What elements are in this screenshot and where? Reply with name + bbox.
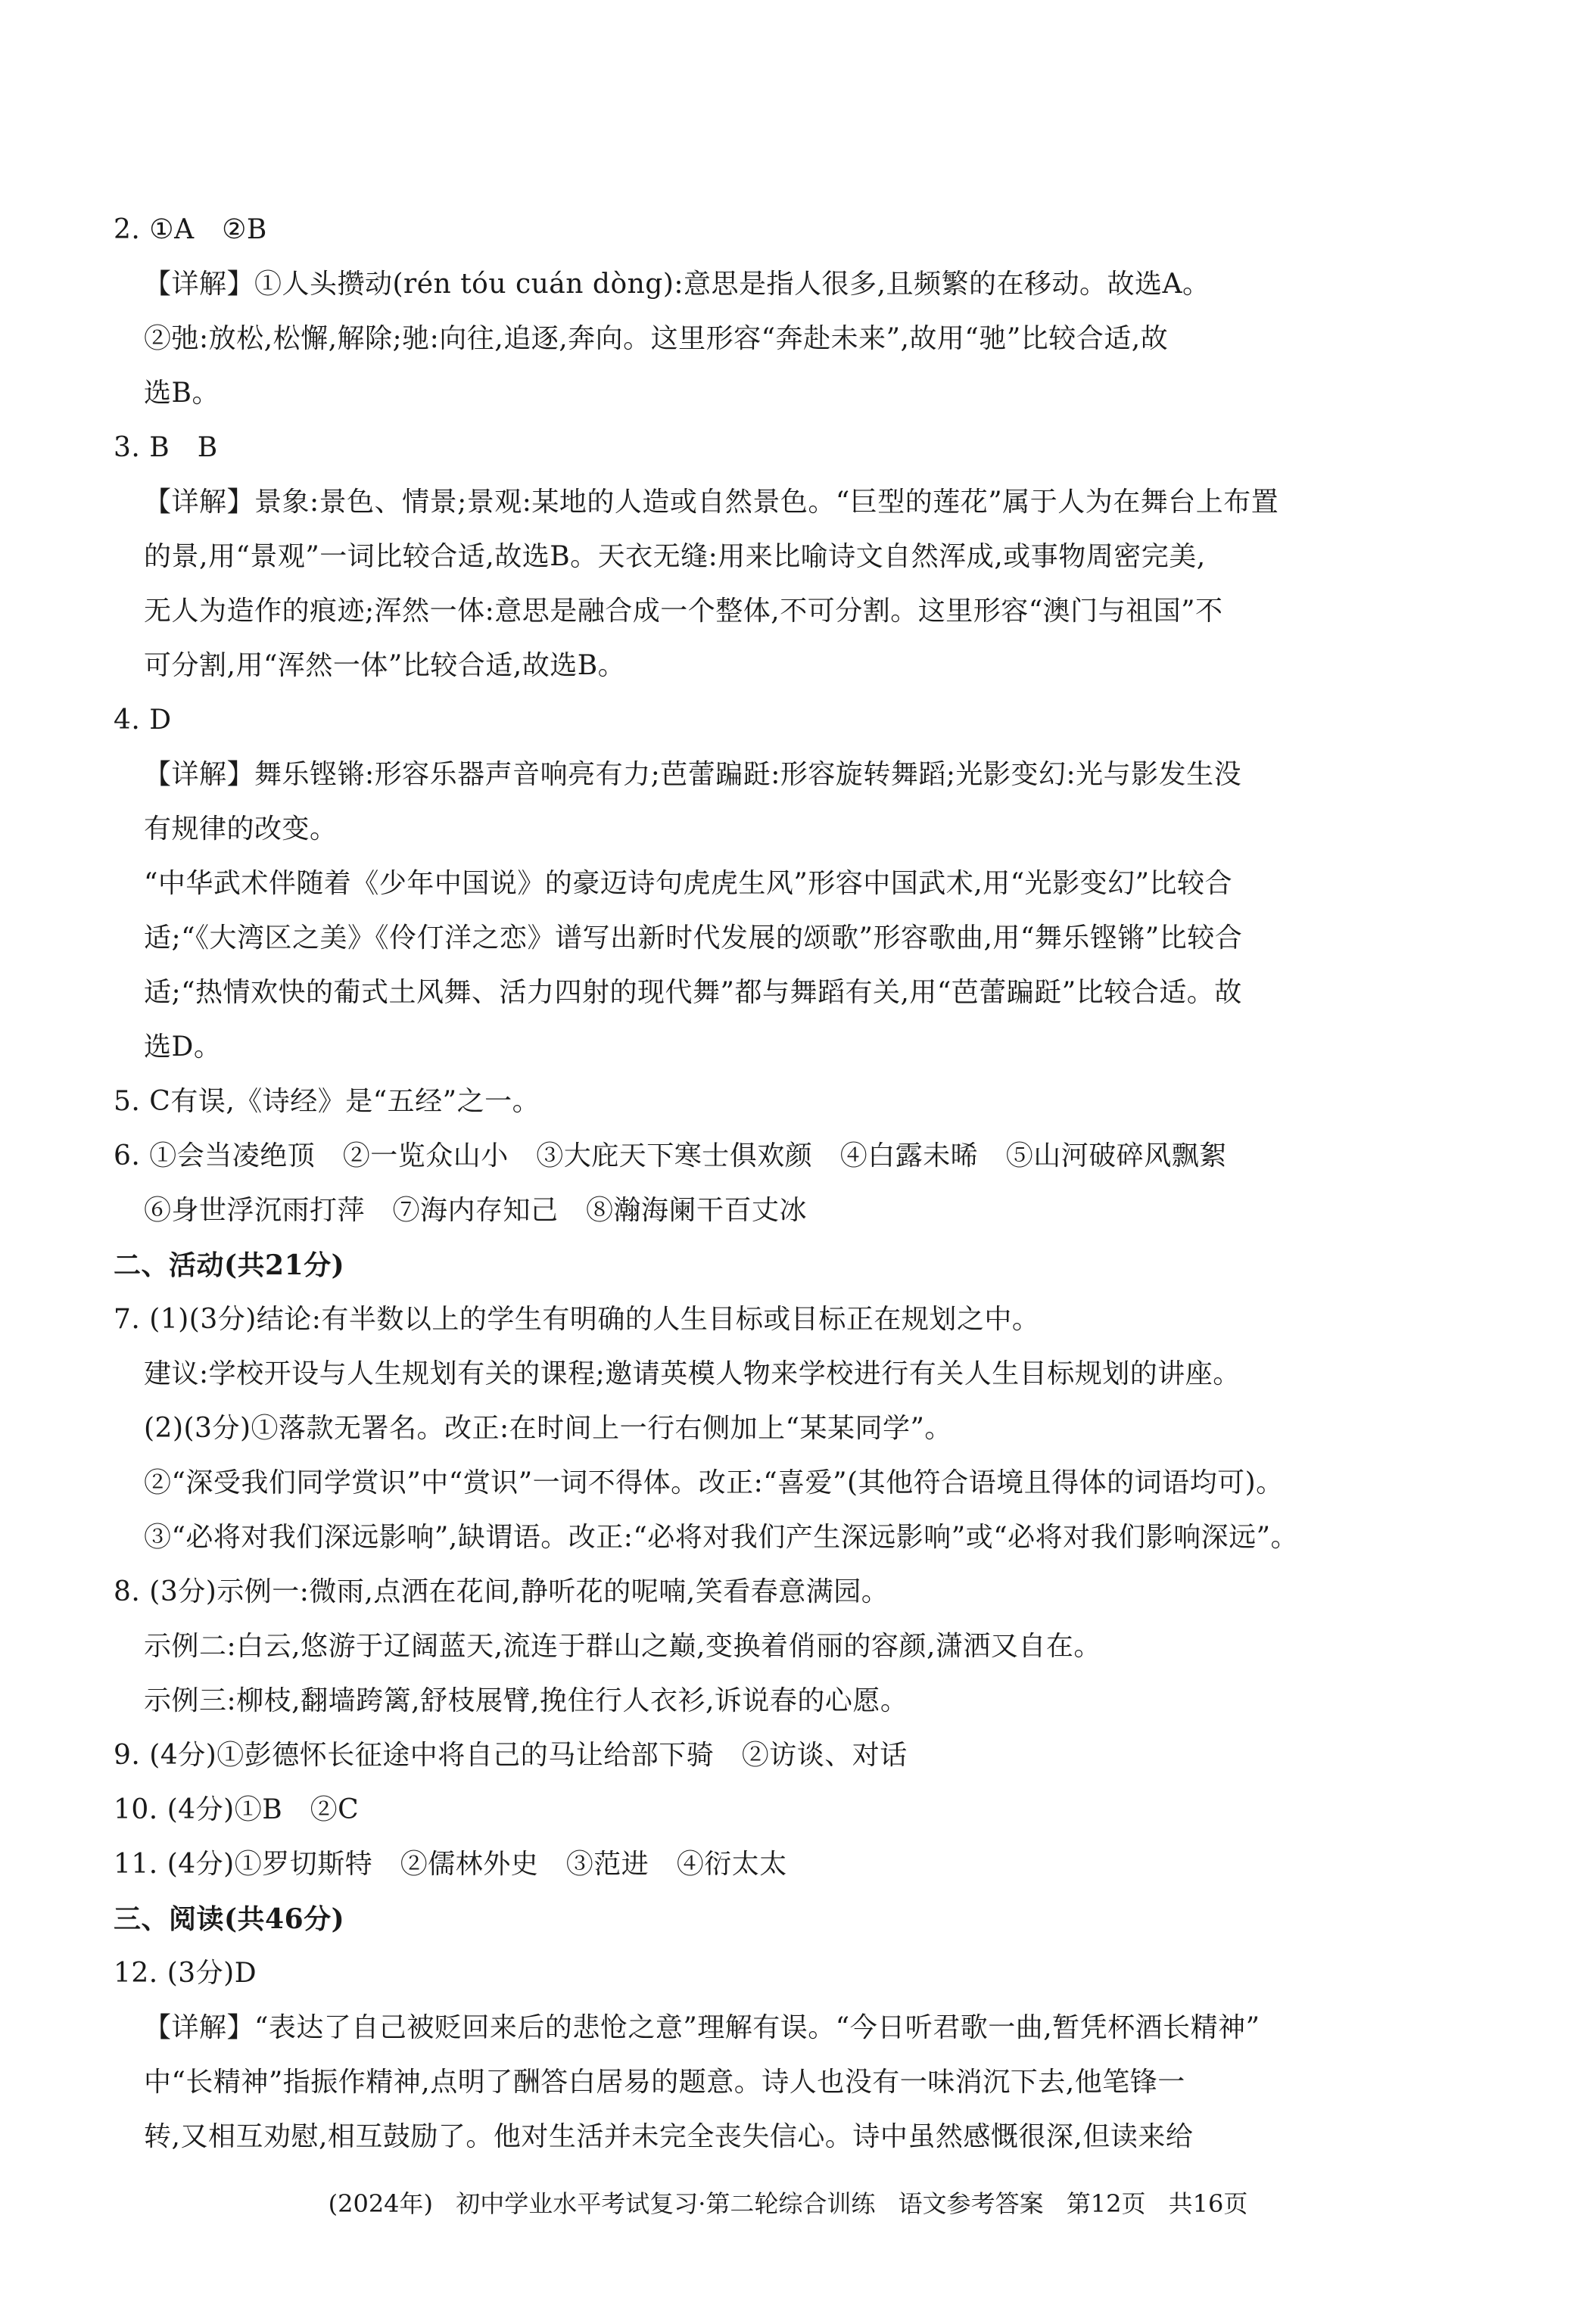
answer-detail-line: 中“长精神”指振作精神,点明了酬答白居易的题意。诗人也没有一味消沉下去,他笔锋一 xyxy=(144,2067,1185,2098)
answer-detail-line: 适;“《大湾区之美》《伶仃洋之恋》谱写出新时代发展的颂歌”形容歌曲,用“舞乐铿锵”比较合 xyxy=(144,922,1243,954)
answer-detail-line: ③“必将对我们深远影响”,缺谓语。改正:“必将对我们产生深远影响”或“必将对我们影响深远”。 xyxy=(144,1522,1298,1553)
answer-detail-line: 转,又相互劝慰,相互鼓励了。他对生活并未完全丧失信心。诗中虽然感慨很深,但读来给 xyxy=(144,2121,1194,2152)
answer-item-line: 7. (1)(3分)结论:有半数以上的学生有明确的人生目标或目标正在规划之中。 xyxy=(114,1304,1040,1335)
answer-detail-line: 【详解】舞乐铿锵:形容乐器声音响亮有力;芭蕾蹁跹:形容旋转舞蹈;光影变幻:光与影发生没 xyxy=(144,759,1242,790)
answer-detail-line: 【详解】①人头攒动(rén tóu cuán dòng):意思是指人很多,且频繁的在移动。故选A。 xyxy=(144,269,1210,300)
answer-detail-line: ②“深受我们同学赏识”中“赏识”一词不得体。改正:“喜爱”(其他符合语境且得体的词语均可)。 xyxy=(144,1467,1284,1498)
footer-total-pages: 共16页 xyxy=(1168,2189,1248,2218)
answer-item-line: 4. D xyxy=(114,705,172,736)
answer-detail-line: 选D。 xyxy=(144,1031,222,1062)
answer-detail-line: 的景,用“景观”一词比较合适,故选B。天衣无缝:用来比喻诗文自然浑成,或事物周密完美, xyxy=(144,541,1206,572)
answer-detail-line: 建议:学校开设与人生规划有关的课程;邀请英模人物来学校进行有关人生目标规划的讲座。 xyxy=(144,1358,1241,1389)
answer-detail-line: ②弛:放松,松懈,解除;驰:向往,追逐,奔向。这里形容“奔赴未来”,故用“驰”比较合适,故 xyxy=(144,323,1169,354)
answer-detail-line: 适;“热情欢快的葡式土风舞、活力四射的现代舞”都与舞蹈有关,用“芭蕾蹁跹”比较合适。故 xyxy=(144,977,1242,1008)
answer-detail-line: ⑥身世浮沉雨打萍 ⑦海内存知己 ⑧瀚海阑干百丈冰 xyxy=(144,1195,808,1226)
answer-detail-line: “中华武术伴随着《少年中国说》的豪迈诗句虎虎生风”形容中国武术,用“光影变幻”比较合 xyxy=(144,868,1233,899)
answer-item-line: 12. (3分)D xyxy=(114,1958,257,1989)
answer-item-line: 5. C有误,《诗经》是“五经”之一。 xyxy=(114,1086,540,1117)
answer-detail-line: 【详解】景象:景色、情景;景观:某地的人造或自然景色。“巨型的莲花”属于人为在舞台上布置 xyxy=(144,487,1279,518)
answer-detail-line: 【详解】“表达了自己被贬回来后的悲怆之意”理解有误。“今日听君歌一曲,暂凭杯酒长精神” xyxy=(144,2012,1260,2043)
section-heading: 二、活动(共21分) xyxy=(114,1249,345,1281)
answer-item-line: 10. (4分)①B ②C xyxy=(114,1794,360,1825)
answer-item-line: 9. (4分)①彭德怀长征途中将自己的马让给部下骑 ②访谈、对话 xyxy=(114,1740,908,1771)
answer-content xyxy=(114,203,1431,2164)
answer-detail-line: 可分割,用“浑然一体”比较合适,故选B。 xyxy=(144,650,626,681)
footer-page-number: 第12页 xyxy=(1066,2189,1146,2218)
answer-item-line: 6. ①会当凌绝顶 ②一览众山小 ③大庇天下寒士俱欢颜 ④白露未晞 ⑤山河破碎风飘絮 xyxy=(114,1140,1227,1171)
footer-title: 初中学业水平考试复习·第二轮综合训练 xyxy=(456,2189,876,2218)
answer-detail-line: 选B。 xyxy=(144,378,220,409)
answer-detail-line: 无人为造作的痕迹;浑然一体:意思是融合成一个整体,不可分割。这里形容“澳门与祖国”不 xyxy=(144,596,1223,627)
answer-item-line: 8. (3分)示例一:微雨,点洒在花间,静听花的呢喃,笑看春意满园。 xyxy=(114,1576,889,1607)
section-heading: 三、阅读(共46分) xyxy=(114,1903,345,1935)
footer-year: (2024年) xyxy=(328,2189,434,2218)
answer-detail-line: 有规律的改变。 xyxy=(144,814,338,845)
answer-detail-line: 示例三:柳枝,翻墙跨篱,舒枝展臂,挽住行人衣衫,诉说春的心愿。 xyxy=(144,1685,908,1716)
footer-subject: 语文参考答案 xyxy=(898,2189,1044,2218)
page-footer xyxy=(0,2186,1576,2222)
answer-item-line: 11. (4分)①罗切斯特 ②儒林外史 ③范进 ④衍太太 xyxy=(114,1849,787,1880)
answer-item-line: 3. B B xyxy=(114,432,218,463)
answer-detail-line: (2)(3分)①落款无署名。改正:在时间上一行右侧加上“某某同学”。 xyxy=(144,1413,952,1444)
answer-detail-line: 示例二:白云,悠游于辽阔蓝天,流连于群山之巅,变换着俏丽的容颜,潇洒又自在。 xyxy=(144,1631,1101,1662)
answer-item-line: 2. ①A ②B xyxy=(114,214,267,245)
